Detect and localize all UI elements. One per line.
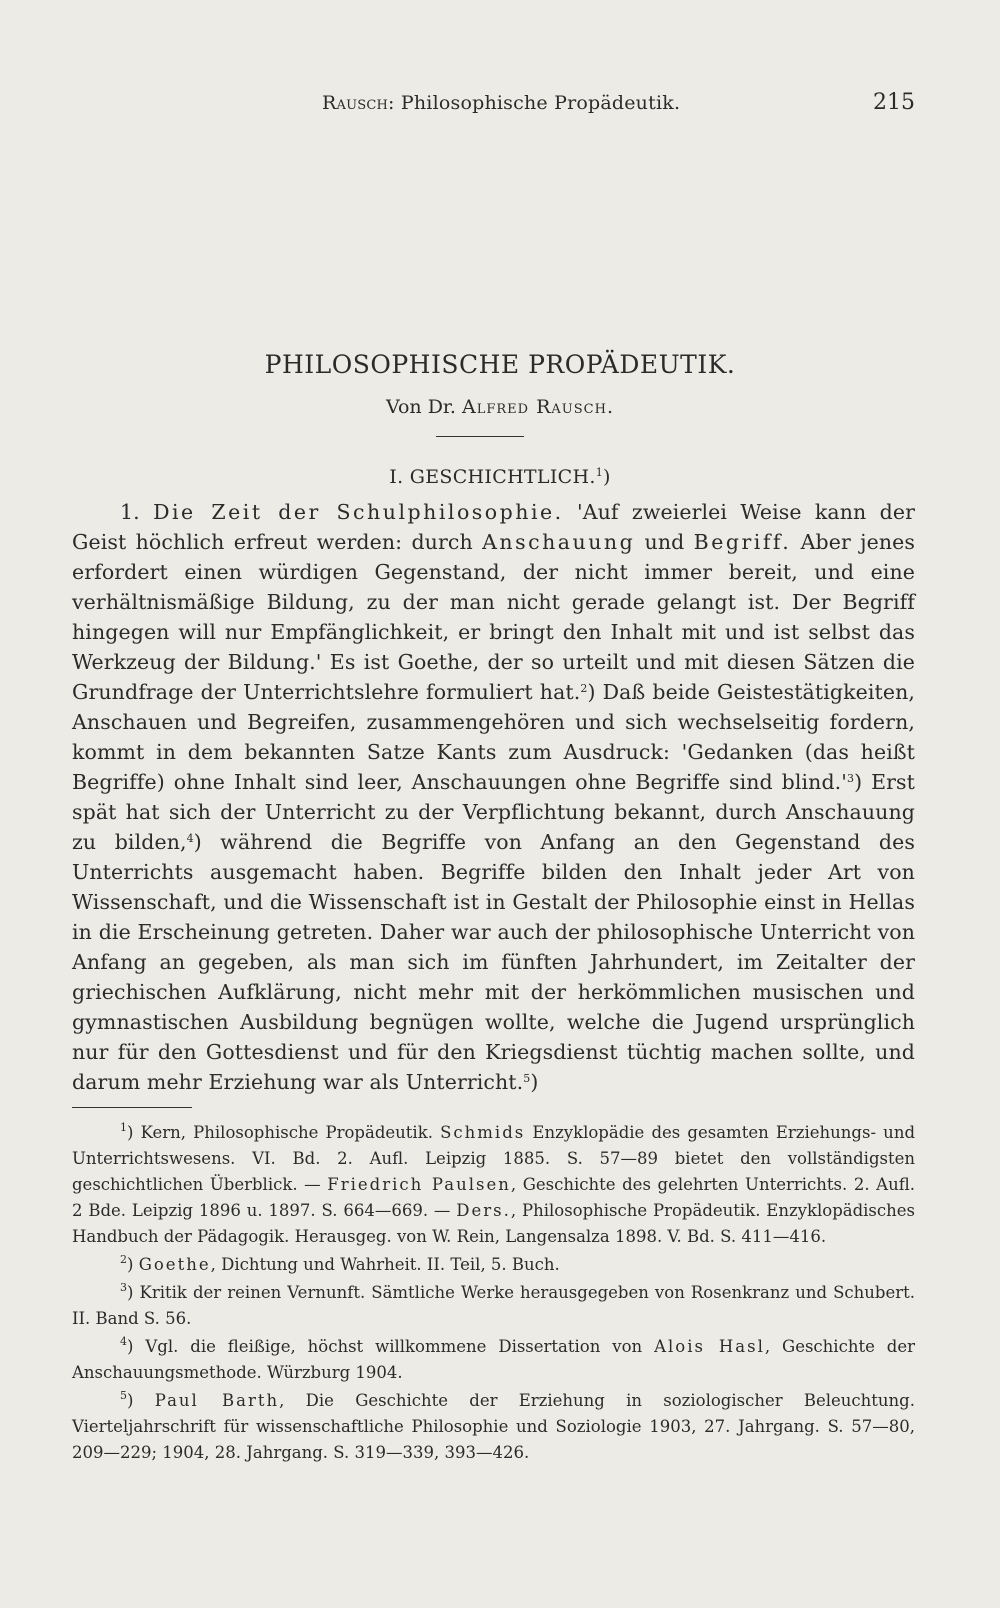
body-emphasis-2: Begriff.	[693, 530, 792, 554]
body-text-1b: und	[635, 530, 694, 554]
footnote-1-text-a: ) Kern, Philosophische Propädeutik.	[127, 1123, 441, 1142]
footnote-1-text-d: , Philosophische Propädeutik. Enzyklopädisches Handbuch der Pädagogik. Herausgeg. von W. Rein, Langensalza 1898. V. Bd. S. 411—416.	[72, 1201, 915, 1246]
footnote-1-text-c: , Geschichte des gelehrten Unterrichts. 2. Aufl. 2 Bde. Leipzig 1896 u. 1897. S. 664—669. —	[72, 1175, 915, 1220]
footnote-mark-5: 5	[120, 1389, 127, 1402]
section-title-suffix: )	[603, 466, 611, 488]
footnote-ref-2: 2	[580, 682, 588, 695]
body-text-5: ) während die Begriffe von Anfang an den Gegenstand des Unterrichts ausgemacht haben. Begriffe bilden den Inhalt jeder Art von Wissenschaft, und die Wissenschaft ist in Gestalt der Philosophie einst in Hellas in die Erscheinung getreten. Daher war auch der philosophische Unterricht von Anfang an gegeben, als man sich im fünften Jahrhundert, im Zeitalter der griechischen Aufklärung, nicht mehr mit der herkömmlichen musischen und gymnastischen Ausbildung begnügen wollte, welche die Jugend ursprünglich nur für den Gottesdienst und für den Kriegsdienst tüchtig machen sollte, und darum mehr Erziehung war als Unterricht.	[72, 830, 915, 1094]
footnote-4-text-b: , Geschichte der Anschauungsmethode. Würzburg 1904.	[72, 1337, 915, 1382]
byline	[0, 396, 1000, 418]
footnote-2	[72, 1252, 915, 1278]
body-text-4: ) Erst spät hat sich der Unterricht zu der Verpflichtung bekannt, durch Anschauung zu bilden,	[72, 770, 915, 854]
body-text-2: Aber jenes erfordert einen würdigen Gegenstand, der nicht immer bereit, und eine verhältnismäßige Bildung, zu der man nicht gerade gelangt ist. Der Begriff hingegen will nur Empfänglichkeit, er bringt den Inhalt mit und ist selbst das Werkzeug der Bildung.' Es ist Goethe, der so urteilt und mit diesen Sätzen die Grundfrage der Unterrichtslehre formuliert hat.	[72, 530, 915, 704]
footnote-1	[72, 1120, 915, 1250]
footnote-mark-4: 4	[120, 1335, 127, 1348]
section-title: I. GESCHICHTLICH.	[389, 466, 596, 488]
section-heading	[0, 466, 1000, 488]
subsection-number: 1.	[120, 500, 154, 524]
footnote-5-paren: )	[127, 1391, 155, 1410]
footnote-1-name-b: Friedrich Paulsen	[327, 1175, 511, 1194]
body-paragraph	[72, 497, 915, 1097]
article-title: PHILOSOPHISCHE PROPÄDEUTIK.	[264, 350, 736, 379]
footnote-1-name-a: Schmids	[440, 1123, 526, 1142]
body-text-3: ) Daß beide Geistestätigkeiten, Anschauen und Begreifen, zusammengehören und sich wechselseitig fordern, kommt in dem bekannten Satze Kants zum Ausdruck: 'Gedanken (das heißt Begriffe) ohne Inhalt sind leer, Anschauungen ohne Begriffe sind blind.'	[72, 680, 915, 794]
running-title	[322, 92, 680, 114]
footnote-2-text: , Dichtung und Wahrheit. II. Teil, 5. Buch.	[210, 1255, 560, 1274]
footnote-1-text-b: Enzyklopädie des gesamten Erziehungs- und Unterrichtswesens. VI. Bd. 2. Aufl. Leipzig 1885. S. 57—89 bietet den vollständigsten geschichtlichen Überblick. —	[72, 1123, 916, 1194]
byline-author: Alfred Rausch.	[462, 396, 614, 418]
footnote-3-text: ) Kritik der reinen Vernunft. Sämtliche Werke herausgegeben von Rosenkranz und Schubert. II. Band S. 56.	[72, 1283, 915, 1328]
running-title-text: : Philosophische Propädeutik.	[388, 92, 681, 114]
footnote-ref-5: 5	[523, 1072, 531, 1085]
body-text-1: 'Auf zweierlei Weise kann der Geist höchlich erfreut werden: durch	[72, 500, 915, 554]
footnote-4-name: Alois Hasl	[654, 1337, 765, 1356]
footnote-2-name: Goethe	[138, 1255, 211, 1274]
footnote-3	[72, 1280, 915, 1332]
footnote-mark-2: 2	[120, 1253, 127, 1266]
running-head	[72, 92, 915, 122]
body-emphasis-1: Anschauung	[482, 530, 636, 554]
body-text-6: )	[530, 1070, 539, 1094]
footnote-5-text: , Die Geschichte der Erziehung in soziologischer Beleuchtung. Vierteljahrschrift für wissenschaftliche Philosophie und Soziologie 1903, 27. Jahrgang. S. 57—80, 209—229; 1904, 28. Jahrgang. S. 319—339, 393—426.	[72, 1391, 915, 1462]
page-number: 215	[873, 90, 915, 115]
footnote-ref-3: 3	[847, 772, 855, 785]
footnote-4-text-a: ) Vgl. die fleißige, höchst willkommene Dissertation von	[127, 1337, 655, 1356]
title-divider	[436, 436, 524, 437]
footnote-5-name: Paul Barth	[154, 1391, 280, 1410]
footnote-2-paren: )	[127, 1255, 139, 1274]
footnote-4	[72, 1334, 915, 1386]
footnotes	[72, 1120, 915, 1468]
footnote-5	[72, 1388, 915, 1466]
footnote-ref-4: 4	[186, 832, 194, 845]
byline-prefix: Von Dr.	[386, 396, 462, 418]
footnote-1-name-c: Ders.	[456, 1201, 511, 1220]
running-author: Rausch	[322, 92, 389, 114]
footnote-ref-1: 1	[595, 466, 603, 479]
footnote-mark-3: 3	[120, 1281, 127, 1294]
subsection-title: Die Zeit der Schulphilosophie.	[153, 500, 564, 524]
footnote-divider	[72, 1107, 192, 1108]
footnote-mark-1: 1	[120, 1121, 127, 1134]
